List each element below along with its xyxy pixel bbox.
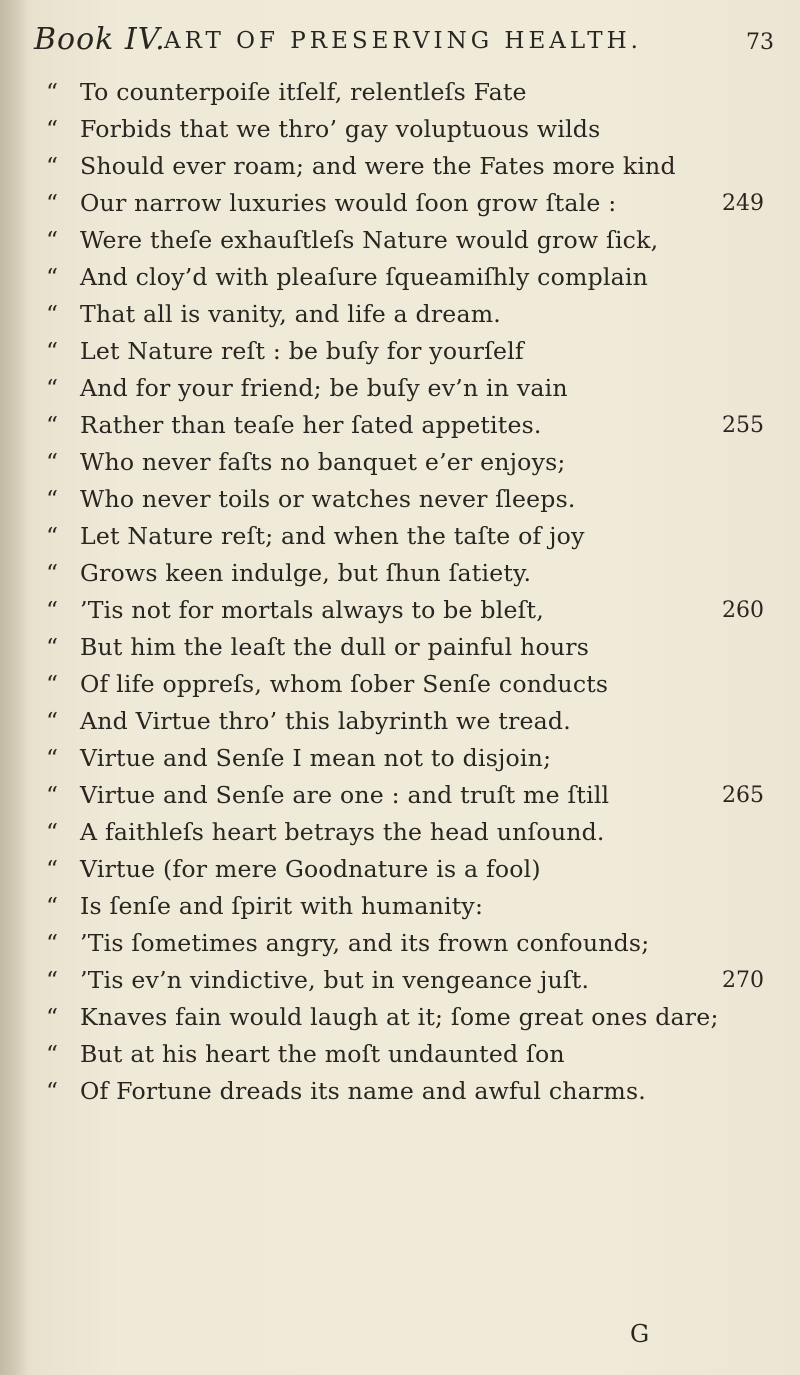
page-number: 73 <box>746 30 774 55</box>
opening-quote-mark: “ <box>46 1003 59 1031</box>
poem-text <box>0 74 800 1110</box>
verse-line-text: But him the leaſt the dull or painful hours <box>80 633 590 661</box>
verse-line <box>0 999 800 1036</box>
opening-quote-mark: “ <box>46 1077 59 1105</box>
verse-line <box>0 629 800 666</box>
verse-line-text: And Virtue thro’ this labyrinth we tread. <box>80 707 571 735</box>
opening-quote-mark: “ <box>46 300 59 328</box>
opening-quote-mark: “ <box>46 448 59 476</box>
verse-line-text: Of life oppreſs, whom ſober Senſe conducts <box>80 670 609 698</box>
verse-line-text: ’Tis not for mortals always to be bleſt, <box>80 596 544 624</box>
signature-mark: G <box>630 1320 650 1348</box>
verse-line-text: Who never toils or watches never ſleeps. <box>80 485 576 513</box>
opening-quote-mark: “ <box>46 522 59 550</box>
verse-line-text: Rather than teaſe her ſated appetites. <box>80 411 542 439</box>
verse-line <box>0 703 800 740</box>
opening-quote-mark: “ <box>46 559 59 587</box>
opening-quote-mark: “ <box>46 189 59 217</box>
verse-line <box>0 333 800 370</box>
verse-line <box>0 481 800 518</box>
verse-line-text: Virtue and Senſe I mean not to disjoin; <box>80 744 552 772</box>
verse-line-text: Virtue and Senſe are one : and truſt me ſtill <box>80 781 610 809</box>
verse-line-text: Our narrow luxuries would ſoon grow ſtale : <box>80 189 617 217</box>
opening-quote-mark: “ <box>46 263 59 291</box>
verse-line <box>0 370 800 407</box>
line-number: 249 <box>722 191 764 216</box>
opening-quote-mark: “ <box>46 1040 59 1068</box>
line-number: 265 <box>722 783 764 808</box>
verse-line <box>0 1036 800 1073</box>
line-number: 260 <box>722 598 764 623</box>
verse-line-text: To counterpoiſe itſelf, relentleſs Fate <box>80 78 527 106</box>
verse-line <box>0 888 800 925</box>
verse-line-text: And cloy’d with pleaſure ſqueamiſhly complain <box>80 263 649 291</box>
verse-line-text: Let Nature reſt : be buſy for yourſelf <box>80 337 524 365</box>
verse-line-text: That all is vanity, and life a dream. <box>80 300 502 328</box>
verse-line <box>0 518 800 555</box>
verse-line <box>0 814 800 851</box>
opening-quote-mark: “ <box>46 152 59 180</box>
verse-line-text: Of Fortune dreads its name and awful charms. <box>80 1077 646 1105</box>
verse-line <box>0 444 800 481</box>
verse-line-text: Let Nature reſt; and when the taſte of joy <box>80 522 585 550</box>
verse-line <box>0 222 800 259</box>
opening-quote-mark: “ <box>46 781 59 809</box>
verse-line <box>0 74 800 111</box>
verse-line <box>0 592 800 629</box>
verse-line-text: And for your friend; be buſy ev’n in vain <box>80 374 568 402</box>
verse-line-text: Were theſe exhauſtleſs Nature would grow ſick, <box>80 226 659 254</box>
opening-quote-mark: “ <box>46 966 59 994</box>
verse-line <box>0 148 800 185</box>
verse-line-text: Should ever roam; and were the Fates more kind <box>80 152 676 180</box>
opening-quote-mark: “ <box>46 485 59 513</box>
verse-line-text: Virtue (for mere Goodnature is a fool) <box>80 855 541 883</box>
opening-quote-mark: “ <box>46 744 59 772</box>
verse-line-text: ’Tis ev’n vindictive, but in vengeance juſt. <box>80 966 590 994</box>
verse-line-text: But at his heart the moſt undaunted ſon <box>80 1040 565 1068</box>
verse-line <box>0 185 800 222</box>
verse-line <box>0 740 800 777</box>
opening-quote-mark: “ <box>46 411 59 439</box>
verse-line <box>0 259 800 296</box>
opening-quote-mark: “ <box>46 337 59 365</box>
verse-line <box>0 555 800 592</box>
opening-quote-mark: “ <box>46 596 59 624</box>
running-title: ART OF PRESERVING HEALTH. <box>164 28 642 54</box>
line-number: 255 <box>722 413 764 438</box>
opening-quote-mark: “ <box>46 818 59 846</box>
verse-line-text: Grows keen indulge, but ſhun ſatiety. <box>80 559 532 587</box>
verse-line <box>0 407 800 444</box>
verse-line <box>0 851 800 888</box>
verse-line <box>0 777 800 814</box>
running-header <box>34 22 774 62</box>
opening-quote-mark: “ <box>46 226 59 254</box>
verse-line-text: Knaves fain would laugh at it; ſome great ones dare; <box>80 1003 719 1031</box>
verse-line <box>0 962 800 999</box>
opening-quote-mark: “ <box>46 707 59 735</box>
book-number: Book IV. <box>34 22 166 57</box>
opening-quote-mark: “ <box>46 670 59 698</box>
verse-line <box>0 925 800 962</box>
opening-quote-mark: “ <box>46 633 59 661</box>
verse-line-text: Who never faſts no banquet e’er enjoys; <box>80 448 566 476</box>
verse-line <box>0 296 800 333</box>
opening-quote-mark: “ <box>46 892 59 920</box>
verse-line-text: A faithleſs heart betrays the head unſound. <box>80 818 605 846</box>
verse-line <box>0 666 800 703</box>
verse-line-text: Is ſenſe and ſpirit with humanity: <box>80 892 484 920</box>
verse-line <box>0 111 800 148</box>
verse-line <box>0 1073 800 1110</box>
line-number: 270 <box>722 968 764 993</box>
verse-line-text: Forbids that we thro’ gay voluptuous wilds <box>80 115 601 143</box>
opening-quote-mark: “ <box>46 855 59 883</box>
opening-quote-mark: “ <box>46 929 59 957</box>
verse-line-text: ’Tis ſometimes angry, and its frown confounds; <box>80 929 650 957</box>
opening-quote-mark: “ <box>46 374 59 402</box>
opening-quote-mark: “ <box>46 78 59 106</box>
opening-quote-mark: “ <box>46 115 59 143</box>
